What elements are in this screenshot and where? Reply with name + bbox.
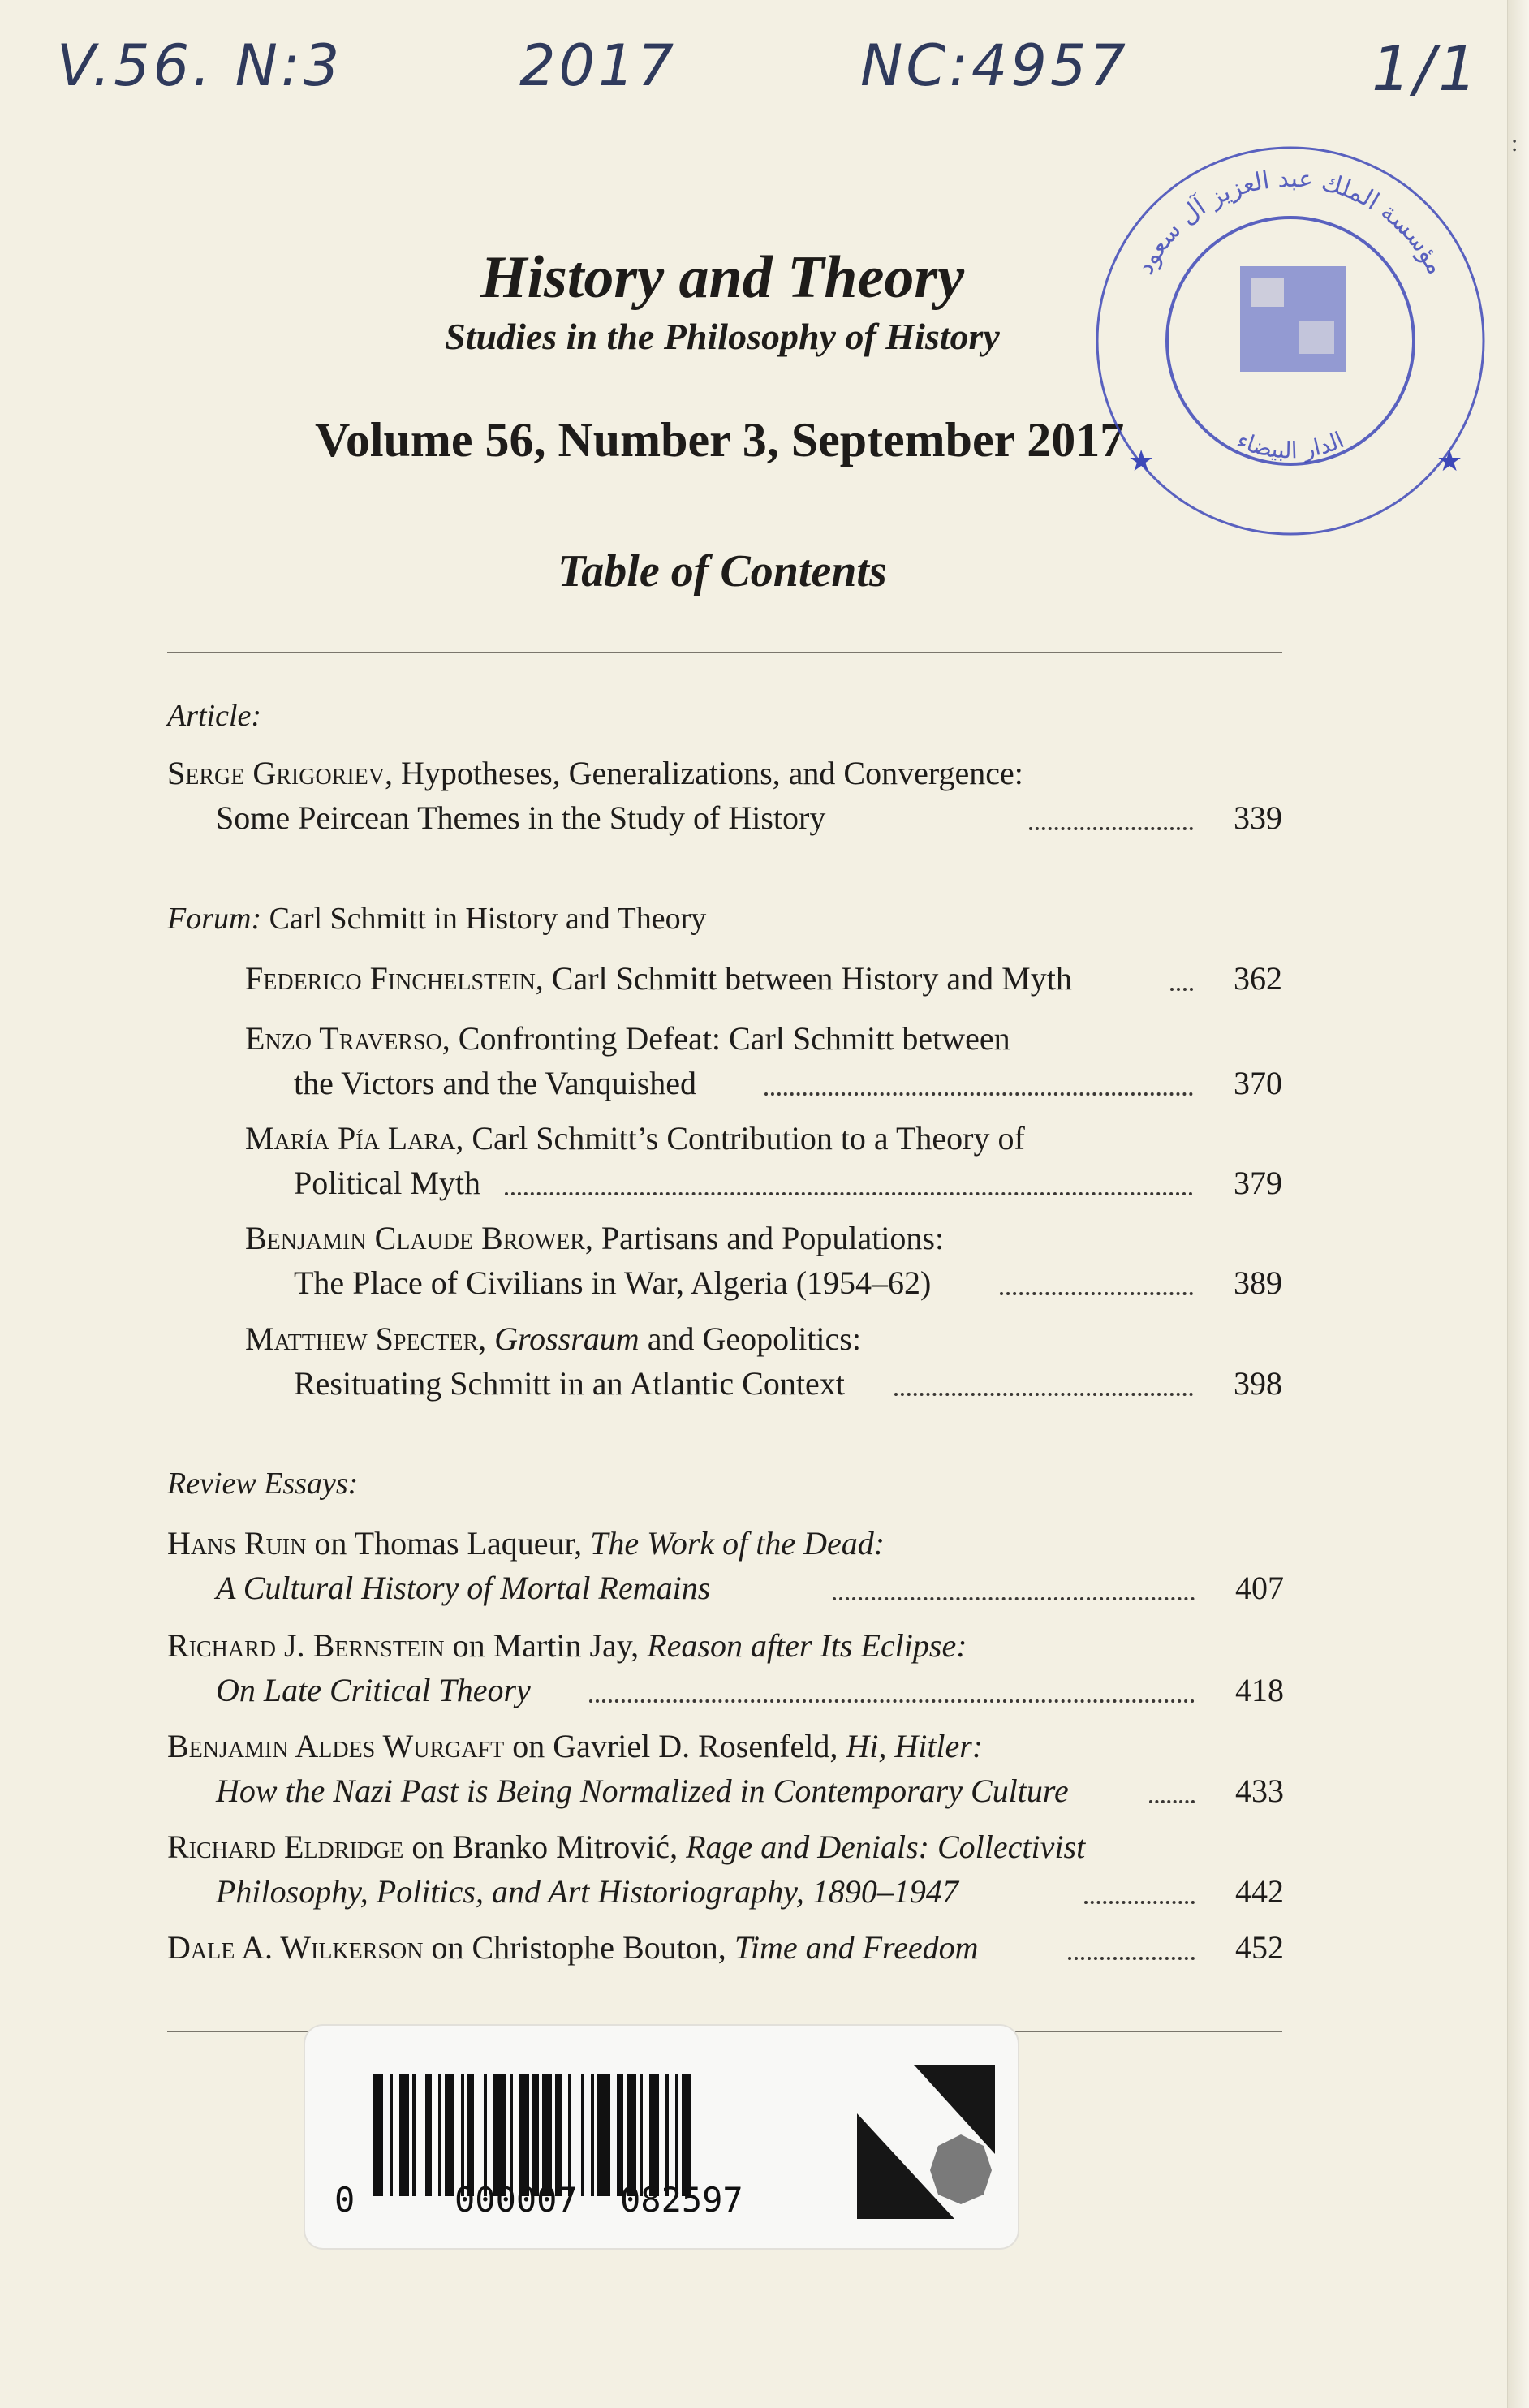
entry-title: , Carl Schmitt’s Contribution to a Theory of — [455, 1120, 1025, 1157]
article-entry — [167, 751, 1282, 840]
entry-author: Benjamin Claude Brower — [245, 1220, 585, 1256]
svg-text:مؤسسة الملك عبد العزيز آل سعود — [1131, 165, 1449, 279]
forum-entry — [245, 956, 1282, 1001]
adjacent-page-edge: : — [1507, 0, 1529, 2408]
handwritten-year: 2017 — [519, 32, 678, 99]
entry-author: María Pía Lara — [245, 1120, 456, 1157]
stamp-text-top: مؤسسة الملك عبد العزيز آل سعود — [1131, 164, 1450, 279]
entry-title-cont: Resituating Schmitt in an Atlantic Context — [294, 1365, 845, 1402]
barcode-bar — [581, 2074, 584, 2196]
forum-section-label: Forum: Carl Schmitt in History and Theory — [167, 902, 707, 936]
barcode-bar — [445, 2074, 454, 2196]
barcode-group-2: 082597 — [620, 2180, 743, 2220]
entry-title-cont: How the Nazi Past is Being Normalized in Contemporary Culture — [216, 1773, 1069, 1809]
barcode-bar — [682, 2074, 691, 2196]
entry-title-cont: Philosophy, Politics, and Art Historiography, 1890–1947 — [216, 1873, 958, 1910]
forum-entry — [245, 1116, 1282, 1205]
entry-author: Serge Grigoriev — [167, 755, 385, 791]
entry-title-cont: On Late Critical Theory — [216, 1672, 531, 1708]
barcode-bar — [467, 2074, 474, 2196]
entry-page: 398 — [1234, 1365, 1282, 1402]
forum-entry — [245, 1016, 1282, 1105]
entry-page: 379 — [1234, 1165, 1282, 1201]
library-stamp — [1079, 130, 1501, 552]
barcode-bar — [591, 2074, 594, 2196]
barcode-bar — [373, 2074, 383, 2196]
barcode-bar — [510, 2074, 513, 2196]
star-icon: ★ — [1128, 445, 1155, 477]
star-icon: ★ — [1436, 445, 1463, 477]
entry-author: Richard Eldridge — [167, 1829, 404, 1865]
barcode-bar — [493, 2074, 506, 2196]
journal-title: History and Theory — [480, 244, 965, 311]
entry-title-cont: Political Myth — [294, 1165, 480, 1201]
review-essays-label: Review Essays: — [167, 1467, 359, 1501]
entry-page: 418 — [1235, 1672, 1284, 1708]
entry-title: , Carl Schmitt between History and Myth — [535, 960, 1072, 997]
barcode-bar — [542, 2074, 552, 2196]
barcode-bar — [640, 2074, 643, 2196]
entry-author: Dale A. Wilkerson — [167, 1929, 424, 1966]
entry-title: Rage and Denials: Collectivist — [686, 1829, 1086, 1865]
review-entry: Hans Ruin on Thomas Laqueur, The Work of the Dead: A Cultural History of Mortal Remains 407 — [167, 1521, 1284, 1610]
entry-title: , Partisans and Populations: — [584, 1220, 945, 1256]
entry-title: , Hypotheses, Generalizations, and Convergence: — [385, 755, 1023, 791]
review-entry: Richard Eldridge on Branko Mitrović, Rage and Denials: Collectivist Philosophy, Politics, and Art Historiography, 1890–1947 442 — [167, 1824, 1284, 1914]
entry-author: Hans Ruin — [167, 1525, 307, 1562]
entry-title: The Work of the Dead: — [590, 1525, 885, 1562]
toc-heading: Table of Contents — [558, 546, 887, 597]
barcode-bar — [555, 2074, 562, 2196]
entry-title: Reason after Its Eclipse: — [647, 1627, 967, 1664]
barcode-bar — [675, 2074, 678, 2196]
entry-page: 433 — [1235, 1773, 1284, 1809]
supplement-mark — [857, 2065, 995, 2219]
entry-title: Hi, Hitler: — [846, 1728, 984, 1764]
barcode-bar — [438, 2074, 441, 2196]
barcode-bar — [532, 2074, 539, 2196]
entry-title: and Geopolitics: — [639, 1320, 861, 1357]
entry-page: 389 — [1234, 1264, 1282, 1301]
review-entry: Richard J. Bernstein on Martin Jay, Reason after Its Eclipse: On Late Critical Theory 418 — [167, 1623, 1284, 1712]
entry-author: Richard J. Bernstein — [167, 1627, 445, 1664]
barcode-sticker — [305, 2026, 1018, 2248]
forum-entry — [245, 1216, 1282, 1305]
barcode-bar — [425, 2074, 432, 2196]
entry-title-italic: Grossraum — [494, 1320, 640, 1357]
barcode-bar — [597, 2074, 610, 2196]
entry-page: 452 — [1235, 1929, 1284, 1966]
barcode-bar — [484, 2074, 487, 2196]
barcode-bar — [412, 2074, 416, 2196]
entry-title: Time and Freedom — [734, 1929, 979, 1966]
handwritten-call-number: NC:4957 — [860, 32, 1129, 99]
handwritten-copy: 1/1 — [1372, 32, 1481, 105]
entry-page: 370 — [1234, 1065, 1282, 1101]
entry-title-cont: The Place of Civilians in War, Algeria (1954–62) — [294, 1264, 932, 1301]
entry-author: Federico Finchelstein — [245, 960, 536, 997]
entry-author: Matthew Specter — [245, 1320, 479, 1357]
journal-subtitle: Studies in the Philosophy of History — [445, 316, 1000, 357]
review-entry: Dale A. Wilkerson on Christophe Bouton, Time and Freedom 452 — [167, 1925, 1284, 1970]
entry-author: Enzo Traverso — [245, 1020, 442, 1057]
entry-title-cont: the Victors and the Vanquished — [294, 1065, 697, 1101]
barcode-bar — [568, 2074, 571, 2196]
review-entry: Benjamin Aldes Wurgaft on Gavriel D. Rosenfeld, Hi, Hitler: How the Nazi Past is Being Normalized in Contemporary Culture 433 — [167, 1724, 1284, 1813]
entry-page: 442 — [1235, 1873, 1284, 1910]
barcode-bar — [649, 2074, 659, 2196]
handwritten-volume: V.56. N:3 — [57, 32, 343, 99]
entry-title: , Confronting Defeat: Carl Schmitt between — [441, 1020, 1010, 1057]
barcode-group-1: 000007 — [454, 2180, 578, 2220]
barcode-bar — [461, 2074, 464, 2196]
barcode-bar — [627, 2074, 636, 2196]
issue-line: Volume 56, Number 3, September 2017 — [315, 413, 1125, 467]
barcode-bar — [665, 2074, 669, 2196]
barcode-lead-digit: 0 — [334, 2180, 355, 2220]
entry-title-cont: A Cultural History of Mortal Remains — [216, 1570, 711, 1606]
entry-page: 362 — [1234, 960, 1282, 997]
entry-author: Benjamin Aldes Wurgaft — [167, 1728, 505, 1764]
barcode-bar — [390, 2074, 393, 2196]
forum-topic: Carl Schmitt in History and Theory — [269, 902, 707, 936]
forum-entry: Matthew Specter, Grossraum and Geopolitics: Resituating Schmitt in an Atlantic Context 398 — [245, 1316, 1282, 1406]
entry-page: 407 — [1235, 1570, 1284, 1606]
entry-title-cont: Some Peircean Themes in the Study of History — [216, 799, 826, 836]
barcode-bar — [399, 2074, 409, 2196]
entry-page: 339 — [1234, 799, 1282, 836]
barcode-bar — [519, 2074, 529, 2196]
article-section-label: Article: — [167, 699, 262, 733]
top-rule — [167, 652, 1282, 653]
stamp-text-bottom: الدار البيضاء — [1233, 426, 1348, 464]
barcode-bar — [617, 2074, 623, 2196]
